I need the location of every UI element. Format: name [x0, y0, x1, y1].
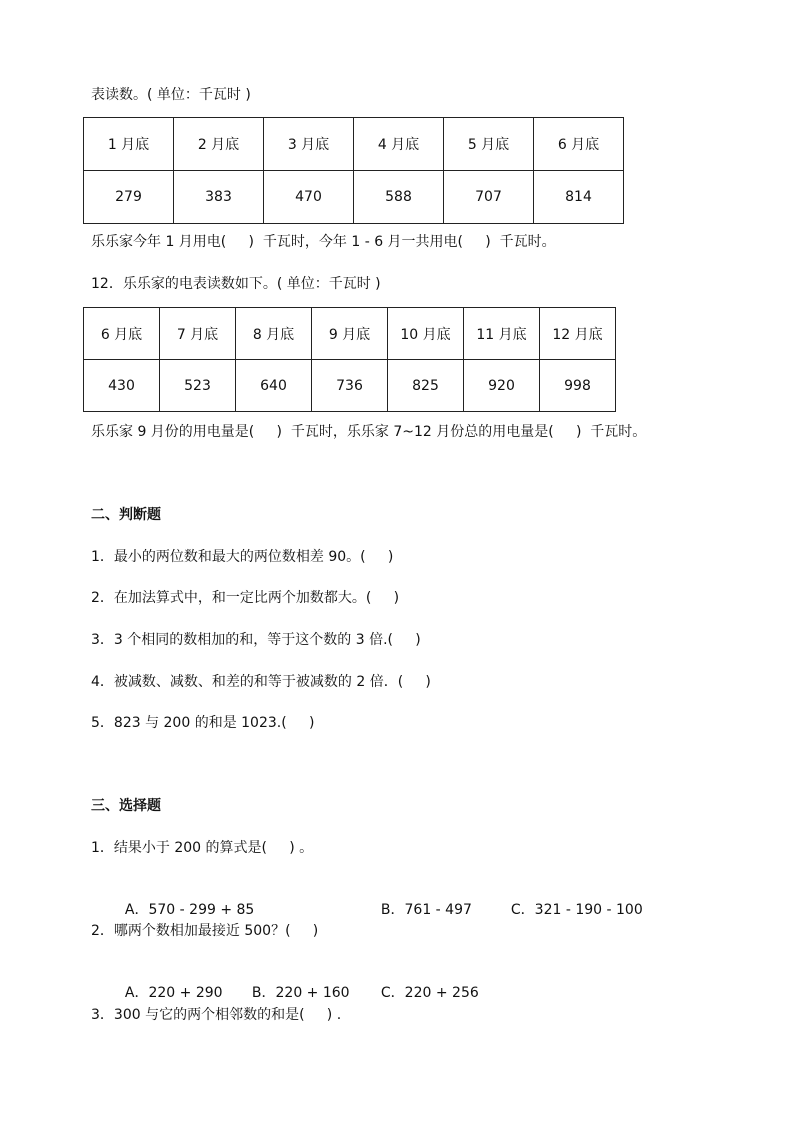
table-header-cell: 5 月底 — [444, 118, 534, 171]
table-header-cell: 6 月底 — [534, 118, 624, 171]
table-header-cell: 12 月底 — [540, 308, 616, 360]
table-cell: 523 — [160, 360, 236, 412]
q11-intro: 表读数。( 单位：千瓦时 ) — [91, 87, 251, 103]
judge-item-1: 1．最小的两位数和最大的两位数相差 90。( ) — [91, 549, 394, 565]
table-cell: 825 — [388, 360, 464, 412]
table-header-cell: 11 月底 — [464, 308, 540, 360]
choice-q1-options — [116, 880, 643, 920]
table-row — [84, 171, 624, 224]
table-header-cell: 4 月底 — [354, 118, 444, 171]
table-row — [84, 118, 624, 171]
table-cell: 383 — [174, 171, 264, 224]
q11-question: 乐乐家今年 1 月用电( ) 千瓦时，今年 1 - 6 月一共用电( ) 千瓦时。 — [91, 234, 556, 250]
option-c: C．220 + 256 — [380, 985, 479, 1001]
table-cell: 998 — [540, 360, 616, 412]
section-title-judge: 二、判断题 — [91, 507, 161, 523]
table-header-cell: 1 月底 — [84, 118, 174, 171]
table-cell: 920 — [464, 360, 540, 412]
table-cell: 640 — [236, 360, 312, 412]
table-header-cell: 9 月底 — [312, 308, 388, 360]
choice-q2-options — [116, 963, 479, 1003]
choice-q1: 1．结果小于 200 的算式是( ) 。 — [91, 840, 314, 856]
table-cell: 588 — [354, 171, 444, 224]
choice-q2: 2．哪两个数相加最接近 500？( ) — [91, 923, 319, 939]
table-cell: 470 — [264, 171, 354, 224]
option-a: A．220 + 290 — [124, 985, 223, 1001]
section-title-choice: 三、选择题 — [91, 798, 161, 814]
option-b: B．220 + 160 — [251, 985, 350, 1001]
table-header-cell: 6 月底 — [84, 308, 160, 360]
judge-item-2: 2．在加法算式中，和一定比两个加数都大。( ) — [91, 590, 400, 606]
q12-question: 乐乐家 9 月份的用电量是( ) 千瓦时，乐乐家 7~12 月份总的用电量是( ) 千瓦时。 — [91, 424, 647, 440]
judge-item-5: 5．823 与 200 的和是 1023.( ) — [91, 715, 315, 731]
judge-item-3: 3．3 个相同的数相加的和，等于这个数的 3 倍.( ) — [91, 632, 421, 648]
option-c: C．321 - 190 - 100 — [510, 902, 643, 918]
table-row — [84, 308, 616, 360]
table-header-cell: 8 月底 — [236, 308, 312, 360]
option-a: A．570 - 299 + 85 — [124, 902, 255, 918]
table-header-cell: 3 月底 — [264, 118, 354, 171]
table-cell: 279 — [84, 171, 174, 224]
table-cell: 430 — [84, 360, 160, 412]
table-row — [84, 360, 616, 412]
table-cell: 707 — [444, 171, 534, 224]
table-header-cell: 2 月底 — [174, 118, 264, 171]
table-header-cell: 10 月底 — [388, 308, 464, 360]
option-b: B．761 - 497 — [380, 902, 472, 918]
meter-table-2 — [83, 307, 616, 412]
choice-q3: 3．300 与它的两个相邻数的和是( ) . — [91, 1007, 342, 1023]
judge-item-4: 4．被减数、减数、和差的和等于被减数的 2 倍．( ) — [91, 674, 431, 690]
table-header-cell: 7 月底 — [160, 308, 236, 360]
meter-table-1 — [83, 117, 624, 224]
q12-intro: 12．乐乐家的电表读数如下。( 单位：千瓦时 ) — [91, 276, 381, 292]
table-cell: 736 — [312, 360, 388, 412]
table-cell: 814 — [534, 171, 624, 224]
